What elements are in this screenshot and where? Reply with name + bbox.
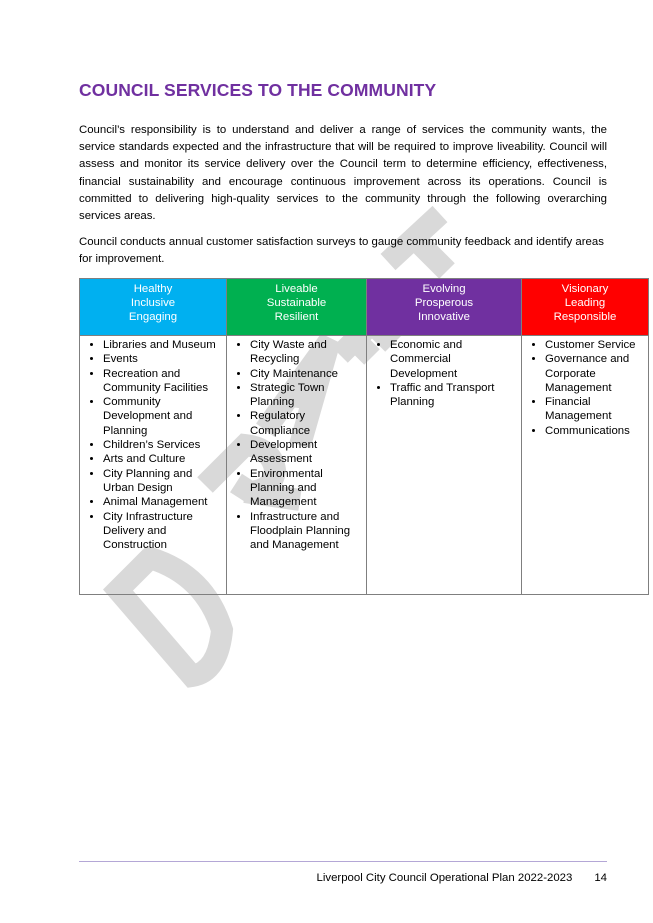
header-healthy: [80, 279, 227, 336]
list-item: • City Planning and Urban Design: [103, 467, 222, 496]
survey-paragraph: Council conducts annual customer satisfaction surveys to gauge community feedback and identify areas for improvement.: [79, 236, 604, 266]
list-item: • Financial Management: [545, 395, 644, 424]
service-list: [371, 338, 517, 409]
list-item: • Strategic Town Planning: [250, 381, 362, 410]
header-line: Visionary: [561, 283, 609, 295]
header-line: Resilient: [274, 311, 319, 323]
list-item: • Children’s Services: [103, 438, 222, 452]
list-item: • Animal Management: [103, 495, 222, 509]
list-item: • Events: [103, 352, 222, 366]
page-title: COUNCIL SERVICES TO THE COMMUNITY: [79, 80, 437, 100]
services-header-row: [80, 279, 649, 336]
services-table: [79, 278, 649, 595]
services-cell-visionary: [522, 336, 649, 595]
header-line: Liveable: [275, 283, 318, 295]
header-line: Engaging: [128, 311, 178, 323]
header-line: Inclusive: [130, 297, 176, 309]
header-line: Leading: [564, 297, 606, 309]
header-line: Responsible: [553, 311, 617, 323]
services-cell-healthy: [80, 336, 227, 595]
header-line: Sustainable: [266, 297, 327, 309]
page-footer: [0, 872, 607, 884]
list-item: • City Maintenance: [250, 367, 362, 381]
list-item: • Recreation and Community Facilities: [103, 367, 222, 396]
list-item: • Regulatory Compliance: [250, 409, 362, 438]
services-body-row: [80, 336, 649, 595]
list-item: • Traffic and Transport Planning: [390, 381, 517, 410]
footer-text: Liverpool City Council Operational Plan 2022-2023: [316, 872, 573, 884]
intro-paragraph: Council’s responsibility is to understand and deliver a range of services the community wants, the service standards expected and the infrastructure that will be required to improve liveability. Council will assess and monitor its service delivery over the Council term to determine efficiency, effectiveness, financial sustainability and encourage continuous improvement across its operations. Council is committed to delivering high-quality services to the community through the following overarching services areas.: [79, 124, 607, 223]
page-number: 14: [594, 872, 607, 884]
list-item: • City Infrastructure Delivery and Construction: [103, 510, 222, 553]
service-list: [84, 338, 222, 552]
header-line: Healthy: [133, 283, 173, 295]
list-item: • Development Assessment: [250, 438, 362, 467]
list-item: • Economic and Commercial Development: [390, 338, 517, 381]
header-line: Evolving: [422, 283, 466, 295]
list-item: • Infrastructure and Floodplain Planning and Management: [250, 510, 362, 553]
header-evolving: [367, 279, 522, 336]
header-liveable: [227, 279, 367, 336]
list-item: • Arts and Culture: [103, 452, 222, 466]
list-item: • Customer Service: [545, 338, 644, 352]
header-line: Prosperous: [414, 297, 474, 309]
list-item: • Environmental Planning and Management: [250, 467, 362, 510]
footer-divider: [79, 861, 607, 862]
list-item: • Governance and Corporate Management: [545, 352, 644, 395]
list-item: • Libraries and Museum: [103, 338, 222, 352]
services-cell-liveable: [227, 336, 367, 595]
list-item: • City Waste and Recycling: [250, 338, 362, 367]
list-item: • Community Development and Planning: [103, 395, 222, 438]
header-visionary: [522, 279, 649, 336]
service-list: [526, 338, 644, 438]
header-line: Innovative: [418, 311, 470, 323]
services-cell-evolving: [367, 336, 522, 595]
list-item: • Communications: [545, 424, 644, 438]
service-list: [231, 338, 362, 552]
